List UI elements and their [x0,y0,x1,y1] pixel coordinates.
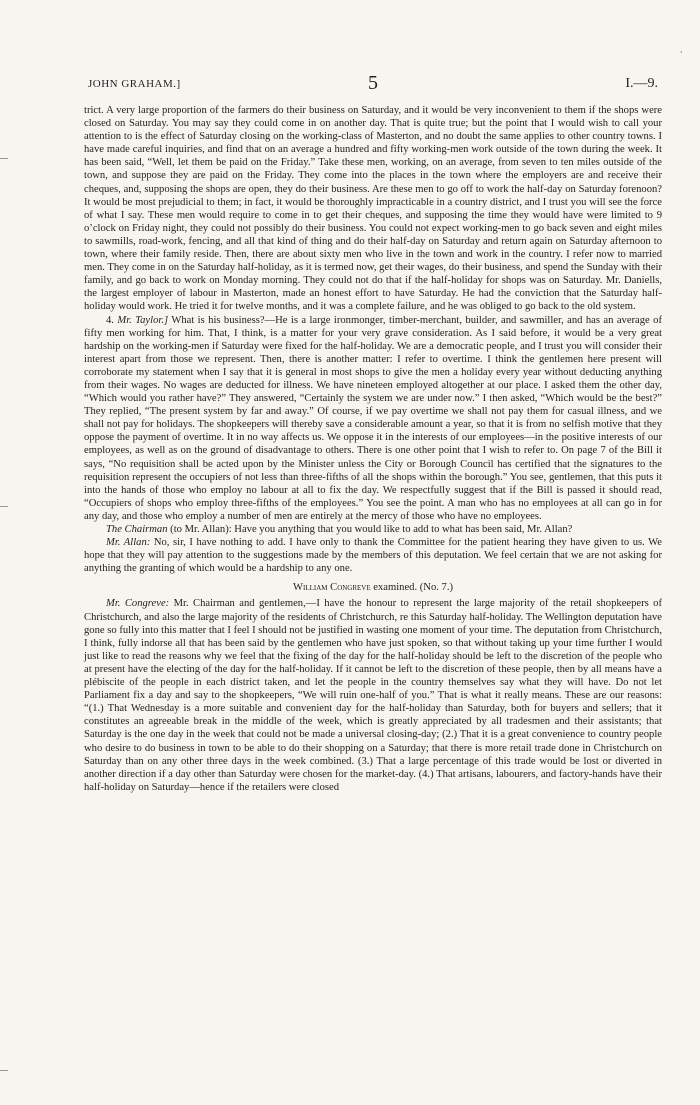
header-left: JOHN GRAHAM.] [88,78,181,90]
paragraph-text: trict. A very large proportion of the farmers do their business on Saturday, and it would be very inconvenient to them if the shops were closed on Saturday. You may say they could come in on another day. That is quite true; but the point that I would wish to call your attention to is the effect of Saturday closing on the working-class of Masterton, and no doubt the same applies to other country towns. I have made careful inquiries, and find that on an average a hundred and fifty working-men work outside of the town during the week. It has been said, “Well, let them be paid on the Friday.” Take these men, working, on an average, from seven to ten miles outside of the town, and suppose they are paid on the Friday. They come into the places in the town where the employers are and receive their cheques, and, supposing the shops are open, they do their business. Are these men to go off to work the half-day on Saturday forenoon? It would be most prejudicial to them; in fact, it would be thoroughly impracticable in a country district, and I trust you will see the force of what I say. These men would require to come in to get their cheques, and supposing the time they would have were limited to 9 o’clock on Friday night, they could not possibly do their business. You could not expect working-men to go back seven and eight miles to sawmills, road-work, fencing, and all that kind of thing and do their half-day on Saturday and return again on Saturday afternoon to town, where their family reside. Then, there are about sixty men who live in the town and work in the country. I refer now to married men. They come in on the Saturday half-holiday, as it is termed now, get their wages, do their business, and spend the Sunday with their family, and go back to work on Monday morning. They could not do that if the half-holiday for shops was on Saturday. Mr. Daniells, the largest employer of labour in Masterton, made an honest effort to have Saturday. He had the conviction that the Saturday half-holiday would work. He tried it for twelve months, and it was a complete failure, and he was obliged to go back to the old system. [84,105,662,313]
paragraph [84,523,662,536]
page-number: 5 [368,72,378,94]
header-right: I.—9. [625,76,658,91]
document-body [84,104,662,794]
paragraph [84,536,662,575]
margin-tick [0,158,8,159]
paragraph [84,597,662,793]
corner-mark: ' [680,50,682,61]
speaker-name: Mr. Congreve: [106,598,170,610]
margin-tick [0,1070,8,1071]
paragraph-text: Mr. Chairman and gentlemen,—I have the honour to represent the large majority of the retail shopkeepers of Christchurch, and also the large majority of the residents of Christchurch, re this Saturday half-holiday. The Wellington deputation have gone so fully into this matter that I feel I should not be justified in wasting one moment of your time. The deputation from Christchurch, I think, fully indorse all that has been said by the gentlemen who have just spoken, so that without taking up your time further I would just like to read the reasons why we feel that the fixing of the day for the half-holiday should be left to the discretion of the people who at present have the electing of the day for the half-holiday. If it cannot be left to the discretion of these people, then by all means have a plébiscite of the people in each district taken, and let the people in the country themselves say what they will have. Do not let Parliament fix a day and say to the shopkeepers, “We will ruin one-half of you.” That is what it really means. These are our reasons: “(1.) That Wednesday is a more suitable and convenient day for the half-holiday than Saturday, both for buyers and sellers; that it constitutes an agreeable break in the middle of the week, which is greatly appreciated by all tradesmen and their assistants; that Saturday is the one day in the week that could not be made a universal closing-day; (2.) That it is a great convenience to country people who desire to do business in town to be able to do their shopping on a Saturday; that there is more retail trade done in Christchurch on Saturday than on any other three days in the week combined. (3.) That a large percentage of this trade would be lost or diverted in another direction if a day other than Saturday were chosen for the market-day. (4.) That artisans, labourers, and factory-hands have their half-holiday on Saturday—hence if the retailers were closed [84,598,662,793]
paragraph [84,104,662,314]
paragraph-text: What is his business?—He is a large ironmonger, timber-merchant, builder, and sawmiller, and has an average of fifty men working for him. That, I think, is a matter for your very grave consideration. As I said before, it would be a very great hardship on the working-men if Saturday were fixed for the half-holiday. We are a democratic people, and I trust you will consider their interest apart from those we represent. Then, there is another matter: I refer to overtime. I think the gentlemen here present will corroborate my statement when I say that it is general in most shops to give the men a holiday every year without deducting anything from their wages. No wages are deducted for illness. We have nineteen employed altogether at our place. I asked them the other day, “Which would you rather have?” They answered, “Certainly the system we are under now.” I then asked, “Which would be the best?” They replied, “The present system by far and away.” Of course, if we pay overtime we shall not pay them for casual illness, and we shall not pay for holidays. The shopkeepers will thereby save a considerable amount a year, so that it is from no selfish motive that they oppose the payment of overtime. It in no way affects us. We oppose it in the interests of our employees—in the positive interests of our employees, as well as on the ground of disadvantage to others. There is one other point that I wish to refer to. On page 7 of the Bill it says, “No requisition shall be acted upon by the Minister unless the City or Borough Council has certified that the signatures to the requisition represent the occupiers of not less than three-fifths of all the shops within the borough.” You see, gentlemen, that this puts it into the hands of those who employ no labour at all to fix the day. We respectfully suggest that if the Bill is passed it should read, “Occupiers of shops who employ three-fifths of the employees.” You see the point. A man who has no employees at all can go in for any day, and those who employ a number of men are entirely at the mercy of those who have no employees. [84,314,662,522]
paragraph [84,314,662,524]
question-number: 4. [106,314,114,326]
speaker-name: The Chairman [106,524,168,535]
paragraph-text: (to Mr. Allan): Have you anything that you would like to add to what has been said, Mr. Allan? [167,524,573,535]
heading-suffix: examined. (No. 7.) [370,582,454,594]
running-header [88,72,658,98]
section-heading [84,581,662,594]
paragraph-text: No, sir, I have nothing to add. I have only to thank the Committee for the patient hearing they have given to us. We hope that they will pay attention to the suggestions made by the members of this deputation. We feel certain that we are not asking for anything the granting of which would be a hardship to any one. [84,537,663,575]
margin-tick [0,506,8,507]
speaker-name: Mr. Allan: [106,537,151,549]
witness-name: William Congreve [292,582,371,594]
speaker-name: Mr. Taylor.] [117,314,169,326]
